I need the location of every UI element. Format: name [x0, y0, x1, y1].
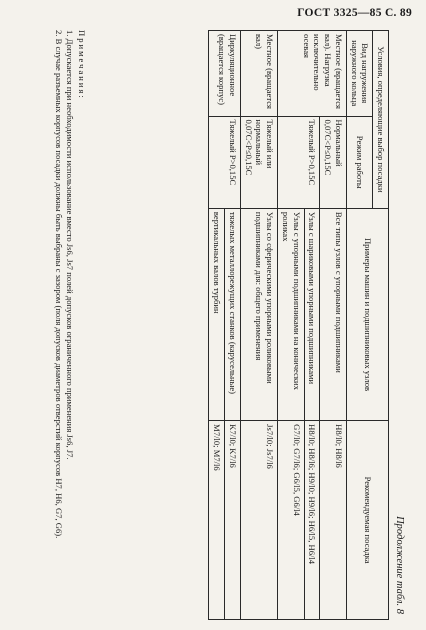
- load-header: Вид нагружения наружного кольца: [346, 31, 372, 117]
- rotated-page-content: [25, 30, 405, 620]
- example-cell: тяжелых металлорежущих станков (карусельные): [225, 208, 241, 420]
- group-header: Условия, определяющие выбор посадки: [373, 31, 389, 209]
- fit-cell: M7/l0; M7/l6: [209, 421, 225, 620]
- fits-table: [208, 30, 389, 620]
- table-row: [320, 31, 346, 620]
- example-cell: вертикальных валов турбин: [209, 208, 225, 420]
- load-cell: Местное (вращается вал). Нагрузка исключительно осевая: [278, 31, 347, 117]
- fit-cell: H8/l0; H8/l6; H9/l0; H9/l6; H6/l5, H6/l4: [304, 421, 320, 620]
- example-cell: Узлы со сферическими упорными роликовыми подшипниками для: общего применения: [240, 208, 277, 420]
- fit-cell: G7/l0; G7/l6; G6/l5, G6/l4: [278, 421, 304, 620]
- examples-header: Примеры машин и подшипниковых узлов: [346, 208, 388, 420]
- table-row: [240, 31, 277, 620]
- fit-cell: H8/l0; H8/l6: [320, 421, 346, 620]
- mode-cell: Нормальный 0,07C<P≤0,15C: [320, 116, 346, 208]
- fit-cell: Js7/l0; Js7/l6: [240, 421, 277, 620]
- mode-header: Режим работы: [346, 116, 372, 208]
- example-cell: Узлы с шариковыми упорными подшипниками: [304, 208, 320, 420]
- table-row: [225, 31, 241, 620]
- example-cell: Узлы с упорными подшипниками на конических роликах: [278, 208, 304, 420]
- notes-title: Примечания:: [77, 30, 87, 100]
- page-header: ГОСТ 3325—85 С. 89: [297, 7, 412, 19]
- continuation-label: Продолжение табл. 8: [394, 516, 405, 614]
- table-header-row: [373, 31, 389, 620]
- fits-header: Рекомендуемая посадка: [346, 421, 388, 620]
- load-cell: Циркуляционное (вращается корпус): [209, 31, 240, 117]
- notes-block: [52, 30, 87, 620]
- note-item: 2. В случае разъемных корпусов посадки должны быть выбраны с зазором (поля допусков диаметров отверстий корпусов H7, H6, G7, G6).: [53, 30, 64, 539]
- load-cell: Местное (вращается вал): [240, 31, 277, 117]
- example-cell: Все типы узлов с упорными подшипниками: [320, 208, 346, 420]
- mode-cell: Тяжелый P>0,15C: [209, 116, 240, 208]
- fit-cell: K7/l0; K7/l6: [225, 421, 241, 620]
- note-item: 1. Допускается при необходимости использование вместо Js6, Js7 полей допусков ограниченного применения Js6, J7.: [64, 30, 75, 460]
- mode-cell: Тяжелый или нормальный 0,07C<P≤0,15C: [240, 116, 277, 208]
- mode-cell: Тяжелый P>0,15C: [278, 116, 320, 208]
- table-row: [304, 31, 320, 620]
